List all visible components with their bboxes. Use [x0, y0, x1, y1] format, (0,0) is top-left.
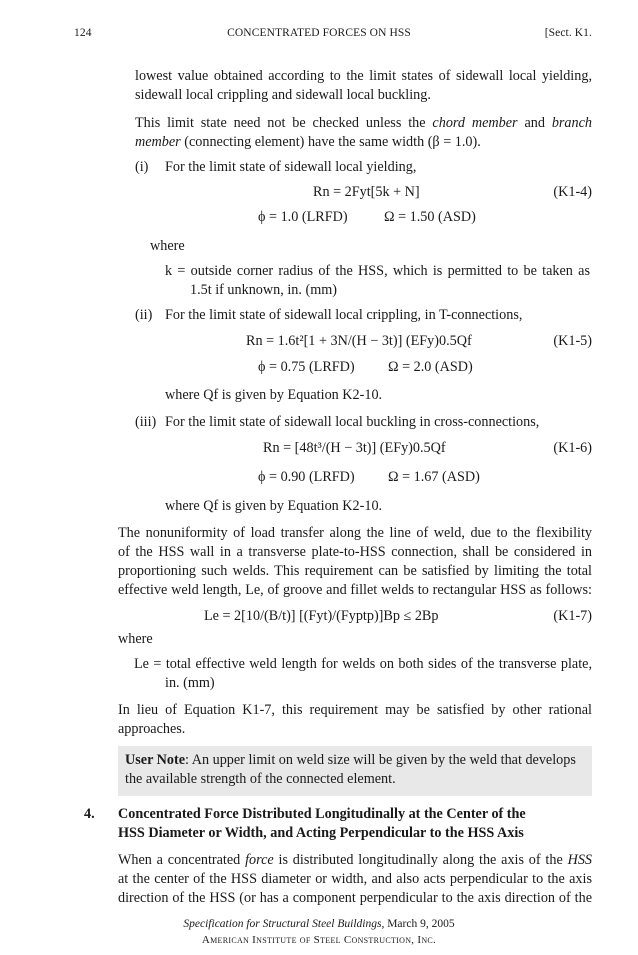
equation-number: (K1-6) [553, 440, 592, 456]
paragraph-line: approaches. [118, 721, 186, 737]
equation-k1-6: Rn = [48t³/(H − 3t)] (EFy)0.5Qf [263, 440, 446, 456]
where-note: where Qf is given by Equation K2-10. [165, 498, 383, 514]
equation-k1-7: Le = 2[10/(B/t)] [(Fyt)/(Fyptp)]Bp ≤ 2Bp [204, 608, 439, 624]
paragraph-line: When a concentrated force is distributed longitudinally along the axis of the HSS [118, 852, 593, 868]
where-label: where [150, 238, 185, 254]
paragraph-line: The nonuniformity of load transfer along the line of weld, due to the flexibility [118, 525, 592, 541]
safety-factor: Ω = 1.67 (ASD) [388, 469, 480, 485]
definition-line: in. (mm) [165, 675, 215, 691]
paragraph-line: direction of the HSS (or has a component perpendicular to the axis direction of the [118, 890, 592, 906]
paragraph-line: sidewall local crippling and sidewall local buckling. [135, 87, 431, 103]
section-number: 4. [84, 806, 95, 822]
safety-factor: Ω = 2.0 (ASD) [388, 359, 473, 375]
definition-line: Le = total effective weld length for welds on both sides of the transverse plate, [134, 656, 592, 672]
paragraph-line: This limit state need not be checked unless the chord member and branch [135, 115, 593, 131]
equation-number: (K1-7) [553, 608, 592, 624]
resistance-factor: ϕ = 0.75 (LRFD) [258, 359, 355, 375]
footer-publication: Specification for Structural Steel Buildings, March 9, 2005 [183, 918, 455, 930]
paragraph-line: member (connecting element) have the same width (β = 1.0). [135, 134, 481, 150]
page-number: 124 [74, 27, 92, 39]
footer-publisher: American Institute of Steel Construction, Inc. [201, 934, 437, 946]
where-label: where [118, 631, 153, 647]
paragraph-line: at the center of the HSS diameter or width, and also acts perpendicular to the axis [118, 871, 592, 887]
equation-number: (K1-4) [553, 184, 592, 200]
running-header-title: CONCENTRATED FORCES ON HSS [227, 27, 411, 39]
where-note: where Qf is given by Equation K2-10. [165, 387, 383, 403]
list-item-text: For the limit state of sidewall local buckling in cross-connections, [165, 414, 540, 430]
paragraph-line: In lieu of Equation K1-7, this requirement may be satisfied by other rational [118, 702, 592, 718]
user-note-line: the available strength of the connected element. [125, 771, 396, 787]
paragraph-line: proportioning such welds. This requirement can be satisfied by limiting the total [118, 563, 592, 579]
safety-factor: Ω = 1.50 (ASD) [384, 209, 476, 225]
paragraph-line: of the HSS wall in a transverse plate-to-HSS connection, shall be considered in [118, 544, 592, 560]
paragraph-line: lowest value obtained according to the limit states of sidewall local yielding, [135, 68, 592, 84]
definition-line: k = outside corner radius of the HSS, which is permitted to be taken as [165, 263, 590, 279]
list-label: (iii) [135, 414, 157, 430]
section-heading: HSS Diameter or Width, and Acting Perpendicular to the HSS Axis [118, 825, 524, 841]
definition-line: 1.5t if unknown, in. (mm) [190, 282, 337, 298]
equation-k1-4: Rn = 2Fyt[5k + N] [313, 184, 420, 200]
list-item-text: For the limit state of sidewall local crippling, in T-connections, [165, 307, 523, 323]
resistance-factor: ϕ = 1.0 (LRFD) [258, 209, 348, 225]
section-heading: Concentrated Force Distributed Longitudinally at the Center of the [118, 806, 526, 822]
list-item-text: For the limit state of sidewall local yielding, [165, 159, 417, 175]
equation-k1-5: Rn = 1.6t²[1 + 3N/(H − 3t)] (EFy)0.5Qf [246, 333, 472, 349]
paragraph-line: effective weld length, Le, of groove and fillet welds to rectangular HSS as follows: [118, 582, 592, 598]
user-note-line: User Note: An upper limit on weld size will be given by the weld that develops [125, 752, 576, 768]
list-label: (ii) [135, 307, 153, 323]
list-label: (i) [135, 159, 149, 175]
resistance-factor: ϕ = 0.90 (LRFD) [258, 469, 355, 485]
section-reference: [Sect. K1. [544, 27, 592, 39]
equation-number: (K1-5) [553, 333, 592, 349]
